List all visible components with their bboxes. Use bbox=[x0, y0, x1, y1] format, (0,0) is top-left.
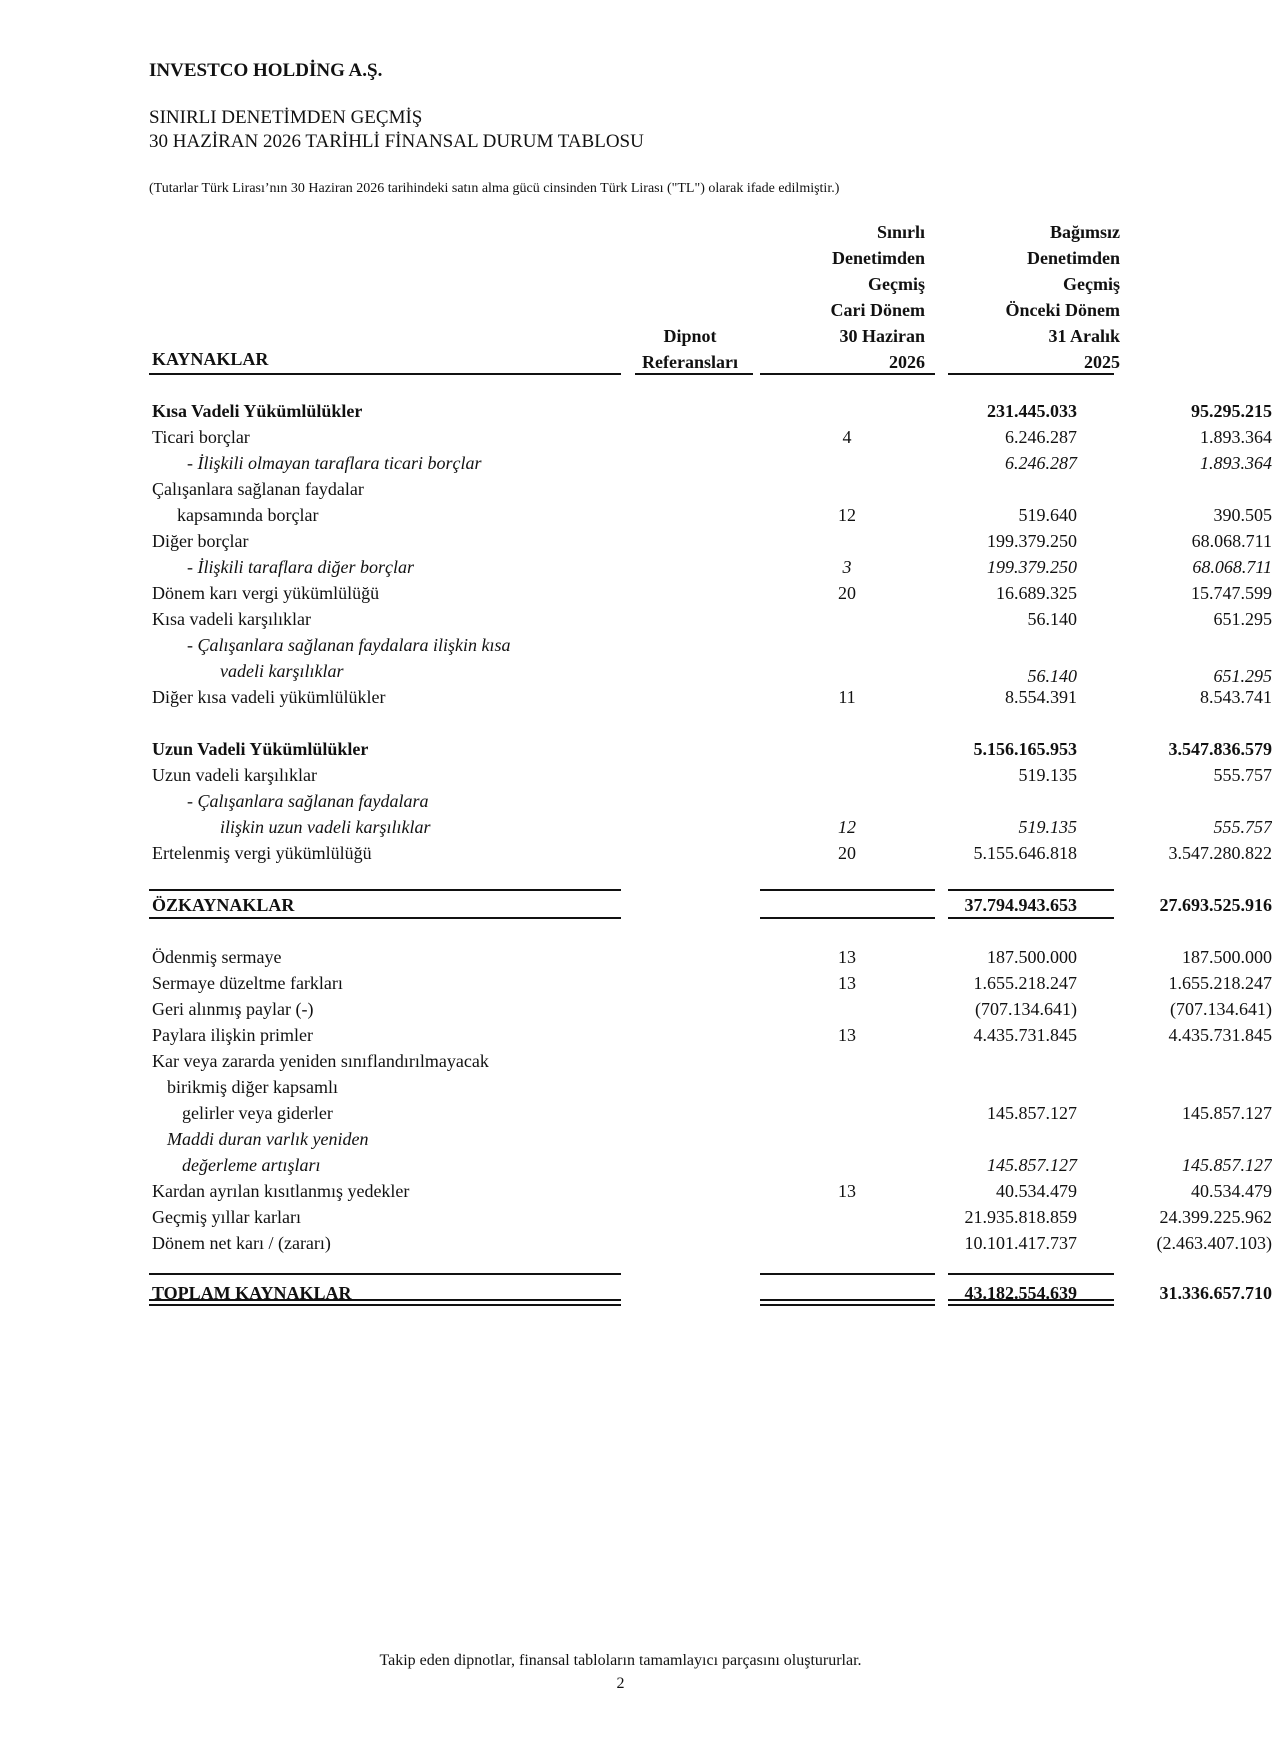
row-current-value: 519.135 bbox=[1018, 817, 1077, 837]
company-name: INVESTCO HOLDİNG A.Ş. bbox=[149, 60, 383, 81]
row-prior-value: 651.295 bbox=[1213, 666, 1272, 686]
row-prior-value: 390.505 bbox=[1213, 505, 1272, 525]
table-row bbox=[152, 892, 1272, 918]
row-prior-value: 31.336.657.710 bbox=[1159, 1283, 1272, 1303]
ref-column-header: Dipnot Referansları bbox=[642, 326, 738, 372]
table-row bbox=[152, 554, 1272, 580]
row-current-value: 199.379.250 bbox=[987, 557, 1077, 577]
row-label: - Çalışanlara sağlanan faydalara bbox=[187, 791, 429, 811]
row-note-ref: 4 bbox=[842, 427, 852, 447]
row-current-value: 199.379.250 bbox=[987, 531, 1077, 551]
row-label: Diğer kısa vadeli yükümlülükler bbox=[152, 687, 386, 707]
row-current-value: 5.155.646.818 bbox=[973, 843, 1077, 863]
row-current-value: 145.857.127 bbox=[987, 1103, 1077, 1123]
row-current-value: 4.435.731.845 bbox=[973, 1025, 1077, 1045]
table-row bbox=[152, 476, 1122, 502]
row-prior-value: 1.893.364 bbox=[1200, 427, 1272, 447]
row-current-value: (707.134.641) bbox=[975, 999, 1077, 1019]
header-rule-prior bbox=[948, 373, 1114, 375]
table-row bbox=[152, 1280, 1272, 1306]
row-label: vadeli karşılıklar bbox=[220, 661, 344, 681]
table-row bbox=[152, 528, 1272, 554]
row-prior-value: 24.399.225.962 bbox=[1159, 1207, 1272, 1227]
row-label: değerleme artışları bbox=[182, 1155, 321, 1175]
row-label: Ticari borçlar bbox=[152, 427, 250, 447]
row-label: - İlişkili taraflara diğer borçlar bbox=[187, 557, 414, 577]
table-row bbox=[152, 944, 1272, 970]
equity-rule-bottom-label bbox=[149, 917, 621, 919]
row-label: Uzun Vadeli Yükümlülükler bbox=[152, 739, 369, 759]
row-label: Geri alınmış paylar (-) bbox=[152, 999, 314, 1019]
row-label: Maddi duran varlık yeniden bbox=[167, 1129, 369, 1149]
row-label: Ertelenmiş vergi yükümlülüğü bbox=[152, 843, 372, 863]
table-row bbox=[152, 658, 1272, 686]
table-row bbox=[152, 606, 1272, 632]
row-current-value: 56.140 bbox=[1027, 609, 1077, 629]
table-row bbox=[152, 736, 1272, 762]
row-prior-value: 187.500.000 bbox=[1182, 947, 1272, 967]
table-row bbox=[152, 840, 1272, 866]
row-prior-value: 1.655.218.247 bbox=[1168, 973, 1272, 993]
row-label: ÖZKAYNAKLAR bbox=[152, 895, 295, 915]
row-prior-value: 555.757 bbox=[1213, 817, 1272, 837]
table-row bbox=[152, 684, 1272, 710]
row-label: kapsamında borçlar bbox=[177, 505, 319, 525]
table-row bbox=[152, 1048, 1122, 1074]
table-row bbox=[152, 450, 1272, 476]
row-current-value: 5.156.165.953 bbox=[973, 739, 1077, 759]
row-prior-value: 40.534.479 bbox=[1191, 1181, 1272, 1201]
row-prior-value: 15.747.599 bbox=[1191, 583, 1272, 603]
current-period-header: Sınırlı Denetimden Geçmiş Cari Dönem 30 Haziran 2026 bbox=[830, 222, 925, 372]
row-prior-value: 3.547.836.579 bbox=[1168, 739, 1272, 759]
row-current-value: 519.135 bbox=[1018, 765, 1077, 785]
row-note-ref: 12 bbox=[838, 505, 856, 525]
row-label: - Çalışanlara sağlanan faydalara ilişkin kısa bbox=[187, 635, 511, 655]
row-current-value: 43.182.554.639 bbox=[964, 1283, 1077, 1303]
table-row bbox=[152, 1152, 1272, 1178]
report-subtitle-1: SINIRLI DENETİMDEN GEÇMİŞ bbox=[149, 107, 423, 128]
table-row bbox=[152, 788, 1122, 814]
total-rule-double-2-prior bbox=[948, 1304, 1114, 1306]
row-label: gelirler veya giderler bbox=[182, 1103, 333, 1123]
row-prior-value: 3.547.280.822 bbox=[1168, 843, 1272, 863]
table-row bbox=[152, 424, 1272, 450]
table-row bbox=[152, 632, 1122, 658]
total-rule-top-current bbox=[760, 1273, 935, 1275]
row-prior-value: (2.463.407.103) bbox=[1156, 1233, 1272, 1253]
equity-rule-top-current bbox=[760, 889, 935, 891]
row-label: Diğer borçlar bbox=[152, 531, 249, 551]
equity-rule-top-label bbox=[149, 889, 621, 891]
total-rule-double-1-label bbox=[149, 1299, 621, 1301]
row-current-value: 6.246.287 bbox=[1005, 453, 1077, 473]
row-note-ref: 20 bbox=[838, 843, 856, 863]
table-row bbox=[152, 398, 1272, 424]
page-number: 2 bbox=[616, 1675, 625, 1692]
table-row bbox=[152, 1178, 1272, 1204]
table-row bbox=[152, 502, 1272, 528]
row-prior-value: 1.893.364 bbox=[1200, 453, 1272, 473]
total-rule-top-prior bbox=[948, 1273, 1114, 1275]
equity-rule-top-prior bbox=[948, 889, 1114, 891]
total-rule-double-2-current bbox=[760, 1304, 935, 1306]
header-rule-label bbox=[149, 373, 621, 375]
equity-rule-bottom-prior bbox=[948, 917, 1114, 919]
row-prior-value: 68.068.711 bbox=[1191, 531, 1272, 551]
row-prior-value: 145.857.127 bbox=[1182, 1155, 1272, 1175]
row-label: Dönem net karı / (zararı) bbox=[152, 1233, 331, 1253]
row-prior-value: 555.757 bbox=[1213, 765, 1272, 785]
row-label: Kısa Vadeli Yükümlülükler bbox=[152, 401, 363, 421]
currency-note: (Tutarlar Türk Lirası’nın 30 Haziran 2026 tarihindeki satın alma gücü cinsinden Türk Lirası ("TL") olarak ifade edilmiştir.) bbox=[149, 181, 840, 196]
row-current-value: 145.857.127 bbox=[987, 1155, 1077, 1175]
row-prior-value: 8.543.741 bbox=[1200, 687, 1272, 707]
row-label: ilişkin uzun vadeli karşılıklar bbox=[220, 817, 431, 837]
row-note-ref: 13 bbox=[838, 973, 856, 993]
row-label: Dönem karı vergi yükümlülüğü bbox=[152, 583, 380, 603]
row-note-ref: 13 bbox=[838, 1025, 856, 1045]
row-label: birikmiş diğer kapsamlı bbox=[167, 1077, 338, 1097]
row-label: Geçmiş yıllar karları bbox=[152, 1207, 301, 1227]
row-prior-value: 145.857.127 bbox=[1182, 1103, 1272, 1123]
row-current-value: 1.655.218.247 bbox=[973, 973, 1077, 993]
row-label: Paylara ilişkin primler bbox=[152, 1025, 313, 1045]
row-current-value: 8.554.391 bbox=[1005, 687, 1077, 707]
row-current-value: 10.101.417.737 bbox=[964, 1233, 1077, 1253]
row-label: Kardan ayrılan kısıtlanmış yedekler bbox=[152, 1181, 410, 1201]
table-row bbox=[152, 1100, 1272, 1126]
table-row bbox=[152, 814, 1272, 840]
table-row bbox=[152, 1022, 1272, 1048]
row-label: - İlişkili olmayan taraflara ticari borçlar bbox=[187, 453, 482, 473]
table-row bbox=[152, 580, 1272, 606]
total-rule-double-1-current bbox=[760, 1299, 935, 1301]
row-prior-value: 68.068.711 bbox=[1192, 557, 1272, 577]
row-current-value: 21.935.818.859 bbox=[964, 1207, 1077, 1227]
row-label: Ödenmiş sermaye bbox=[152, 947, 282, 967]
table-row bbox=[152, 1074, 1122, 1100]
row-current-value: 231.445.033 bbox=[987, 401, 1077, 421]
table-row bbox=[152, 1204, 1272, 1230]
table-row bbox=[152, 996, 1272, 1022]
prior-period-header: Bağımsız Denetimden Geçmiş Önceki Dönem 31 Aralık 2025 bbox=[1005, 222, 1120, 372]
row-current-value: 16.689.325 bbox=[996, 583, 1077, 603]
row-prior-value: (707.134.641) bbox=[1170, 999, 1272, 1019]
row-note-ref: 12 bbox=[838, 817, 856, 837]
row-note-ref: 3 bbox=[842, 557, 852, 577]
row-prior-value: 4.435.731.845 bbox=[1168, 1025, 1272, 1045]
row-note-ref: 20 bbox=[838, 583, 856, 603]
row-note-ref: 13 bbox=[838, 1181, 856, 1201]
row-current-value: 187.500.000 bbox=[987, 947, 1077, 967]
table-row bbox=[152, 1230, 1272, 1256]
row-prior-value: 27.693.525.916 bbox=[1159, 895, 1272, 915]
row-label: Kısa vadeli karşılıklar bbox=[152, 609, 311, 629]
row-note-ref: 11 bbox=[838, 687, 856, 707]
total-rule-double-1-prior bbox=[948, 1299, 1114, 1301]
row-current-value: 56.140 bbox=[1027, 666, 1077, 686]
row-label: Sermaye düzeltme farkları bbox=[152, 973, 343, 993]
table-row bbox=[152, 970, 1272, 996]
footer-note: Takip eden dipnotlar, finansal tabloların tamamlayıcı parçasını oluştururlar. bbox=[379, 1652, 862, 1669]
row-label: Uzun vadeli karşılıklar bbox=[152, 765, 317, 785]
total-rule-top-label bbox=[149, 1273, 621, 1275]
total-rule-double-2-label bbox=[149, 1304, 621, 1306]
row-prior-value: 651.295 bbox=[1213, 609, 1272, 629]
report-subtitle-2: 30 HAZİRAN 2026 TARİHLİ FİNANSAL DURUM TABLOSU bbox=[149, 131, 644, 152]
row-label: Kar veya zararda yeniden sınıflandırılmayacak bbox=[152, 1051, 489, 1071]
row-current-value: 519.640 bbox=[1018, 505, 1077, 525]
equity-rule-bottom-current bbox=[760, 917, 935, 919]
row-label: Çalışanlara sağlanan faydalar bbox=[152, 479, 364, 499]
row-current-value: 40.534.479 bbox=[996, 1181, 1077, 1201]
table-row bbox=[152, 1126, 1122, 1152]
table-row bbox=[152, 762, 1272, 788]
header-rule-current bbox=[760, 373, 935, 375]
row-label: TOPLAM KAYNAKLAR bbox=[152, 1283, 352, 1303]
header-rule-ref bbox=[635, 373, 753, 375]
row-note-ref: 13 bbox=[838, 947, 856, 967]
row-current-value: 37.794.943.653 bbox=[964, 895, 1077, 915]
row-prior-value: 95.295.215 bbox=[1191, 401, 1272, 421]
row-current-value: 6.246.287 bbox=[1005, 427, 1077, 447]
section-label-kaynaklar: KAYNAKLAR bbox=[152, 349, 269, 369]
